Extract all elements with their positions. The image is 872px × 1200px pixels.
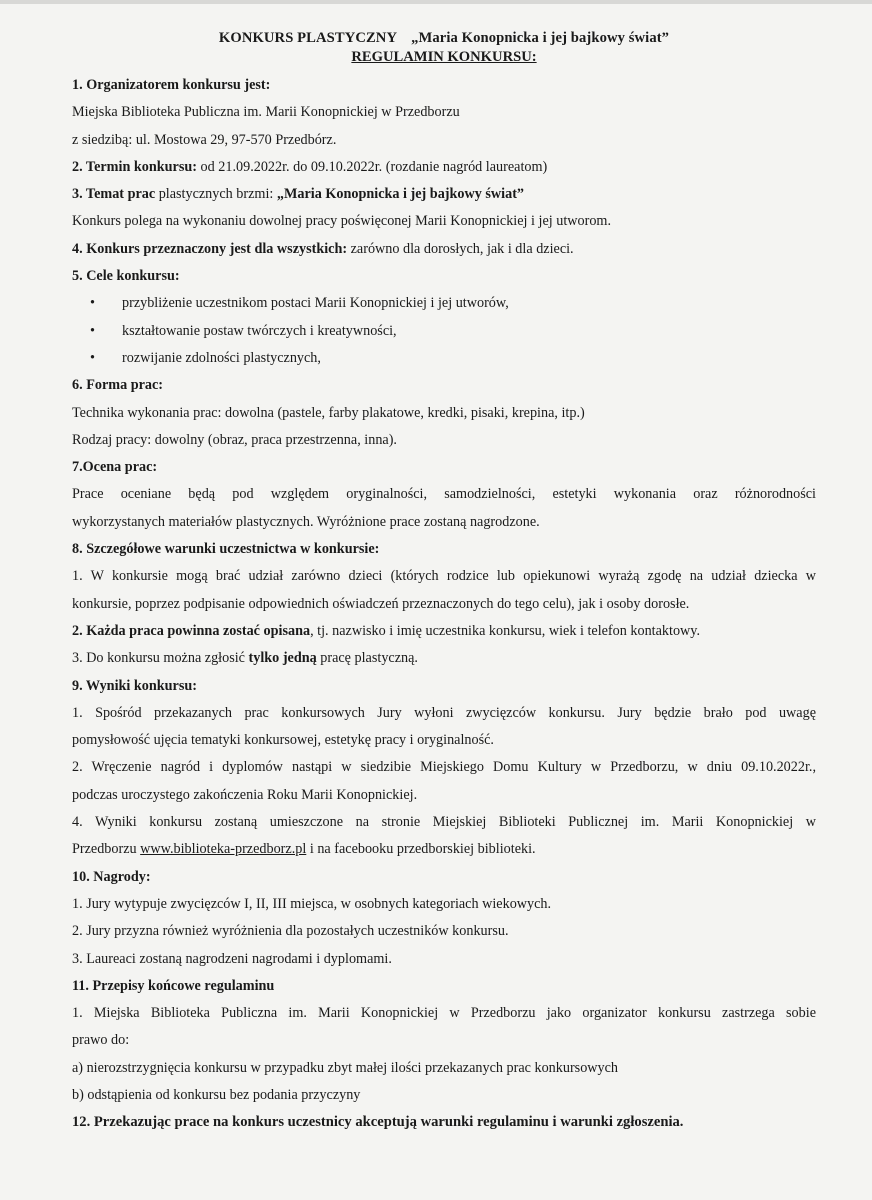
- section-8-p3-a: 3. Do konkursu można zgłosić: [72, 650, 249, 667]
- section-6-line-2: Rodzaj pracy: dowolny (obraz, praca przestrzenna, inna).: [72, 431, 397, 448]
- section-6-heading: 6. Forma prac:: [72, 377, 164, 394]
- section-4: [72, 236, 816, 263]
- section-8-p3-b: pracę plastyczną.: [316, 650, 418, 667]
- section-2-heading: 2. Termin konkursu:: [72, 158, 197, 175]
- section-8-p2-text: , tj. nazwisko i imię uczestnika konkursu, wiek i telefon kontaktowy.: [310, 622, 701, 639]
- section-11-pa: a) nierozstrzygnięcia konkursu w przypadku zbyt małej ilości przekazanych prac konkursowych: [72, 1059, 619, 1076]
- document-title: [72, 30, 816, 47]
- section-12-text: 12. Przekazując prace na konkurs uczestnicy akceptują warunki regulaminu i warunki zgłoszenia.: [72, 1114, 684, 1131]
- section-3-theme: „Maria Konopnicka i jej bajkowy świat”: [276, 186, 525, 203]
- title-quote: „Maria Konopnicka i jej bajkowy świat”: [411, 30, 670, 46]
- section-3: [72, 181, 816, 208]
- section-11-heading: 11. Przepisy końcowe regulaminu: [72, 977, 275, 994]
- section-1-heading: 1. Organizatorem konkursu jest:: [72, 77, 271, 93]
- section-4-text: zarówno dla dorosłych, jak i dla dzieci.: [347, 240, 574, 257]
- section-3-heading: 3. Temat prac: [72, 186, 156, 203]
- section-11-p1-line-2: prawo do:: [72, 1032, 130, 1049]
- section-2-text: od 21.09.2022r. do 09.10.2022r. (rozdanie nagród laureatom): [196, 158, 548, 175]
- section-11-p1-line-1: 1. Miejska Biblioteka Publiczna im. Marii Konopnickiej w Przedborzu jako organizator konkursu zastrzega sobie: [72, 1005, 816, 1022]
- list-item: [72, 290, 816, 317]
- section-1-line-2: z siedzibą: ul. Mostowa 29, 97-570 Przedbórz.: [72, 131, 337, 148]
- section-8-p2: [72, 618, 816, 645]
- section-10-heading: 10. Nagrody:: [72, 868, 151, 885]
- section-5-heading: 5. Cele konkursu:: [72, 268, 180, 285]
- section-10-p2: 2. Jury przyzna również wyróżnienia dla pozostałych uczestników konkursu.: [72, 923, 509, 940]
- list-item: [72, 345, 816, 372]
- bullet-icon: •: [90, 295, 95, 312]
- list-item-text: rozwijanie zdolności plastycznych,: [122, 349, 321, 366]
- section-9-p4-line-1: 4. Wyniki konkursu zostaną umieszczone na stronie Miejskiej Biblioteki Publicznej im. Marii Konopnickiej w: [72, 814, 816, 831]
- bullet-icon: •: [90, 349, 95, 366]
- section-7-line-2: wykorzystanych materiałów plastycznych. Wyróżnione prace zostaną nagrodzone.: [72, 513, 540, 530]
- section-2: [72, 154, 816, 181]
- section-9-p4-line-2: [72, 836, 816, 863]
- section-11-pb: b) odstąpienia od konkursu bez podania przyczyny: [72, 1086, 361, 1103]
- section-9-p4-post: i na facebooku przedborskiej biblioteki.: [306, 841, 536, 858]
- section-7-heading: 7.Ocena prac:: [72, 459, 158, 476]
- section-9-p1-line-2: pomysłowość ujęcia tematyki konkursowej, estetykę pracy i oryginalność.: [72, 732, 494, 749]
- section-1-line-1: Miejska Biblioteka Publiczna im. Marii Konopnickiej w Przedborzu: [72, 104, 460, 121]
- section-9-p2-line-1: 2. Wręczenie nagród i dyplomów nastąpi w siedzibie Miejskiego Domu Kultury w Przedborzu, w dniu 09.10.2022r.,: [72, 759, 816, 776]
- section-3-line-2: Konkurs polega na wykonaniu dowolnej pracy poświęconej Marii Konopnickiej i jej utworom.: [72, 213, 612, 230]
- section-4-heading: 4. Konkurs przeznaczony jest dla wszystkich:: [72, 240, 348, 257]
- section-9-heading: 9. Wyniki konkursu:: [72, 677, 197, 694]
- section-8-p1-line-1: 1. W konkursie mogą brać udział zarówno dzieci (których rodzice lub opiekunowi wyrażą zgodę na udział dziecka w: [72, 568, 816, 585]
- library-website-link[interactable]: www.biblioteka-przedborz.pl: [140, 841, 307, 858]
- section-3-text: plastycznych brzmi:: [155, 186, 277, 203]
- section-9-p1-line-1: 1. Spośród przekazanych prac konkursowych Jury wyłoni zwycięzców konkursu. Jury będzie brało pod uwagę: [72, 704, 816, 721]
- list-item: [72, 318, 816, 345]
- section-6-line-1: Technika wykonania prac: dowolna (pastele, farby plakatowe, kredki, pisaki, krepina, itp.): [72, 404, 585, 421]
- section-7-line-1: Prace oceniane będą pod względem oryginalności, samodzielności, estetyki wykonania oraz różnorodności: [72, 486, 816, 503]
- section-10-p3: 3. Laureaci zostaną nagrodzeni nagrodami i dyplomami.: [72, 950, 392, 967]
- section-9-p4-pre: Przedborzu: [72, 841, 141, 858]
- list-item-text: kształtowanie postaw twórczych i kreatywności,: [122, 322, 397, 339]
- title-main: KONKURS PLASTYCZNY: [218, 30, 398, 46]
- section-8-p1-line-2: konkursie, poprzez podpisanie odpowiednich oświadczeń przeznaczonych do tego celu), jak i osoby dorosłe.: [72, 595, 690, 612]
- section-9-p2-line-2: podczas uroczystego zakończenia Roku Marii Konopnickiej.: [72, 786, 418, 803]
- scan-edge: [0, 0, 872, 4]
- section-8-p3-bold: tylko jedną: [248, 650, 317, 667]
- section-8-p3: [72, 645, 816, 672]
- bullet-icon: •: [90, 322, 95, 339]
- section-8-heading: 8. Szczegółowe warunki uczestnictwa w konkursie:: [72, 541, 380, 558]
- section-10-p1: 1. Jury wytypuje zwycięzców I, II, III miejsca, w osobnych kategoriach wiekowych.: [72, 895, 552, 912]
- section-8-p2-bold: 2. Każda praca powinna zostać opisana: [72, 622, 311, 639]
- document-subtitle: REGULAMIN KONKURSU:: [351, 49, 537, 65]
- list-item-text: przybliżenie uczestnikom postaci Marii Konopnickiej i jej utworów,: [122, 295, 509, 312]
